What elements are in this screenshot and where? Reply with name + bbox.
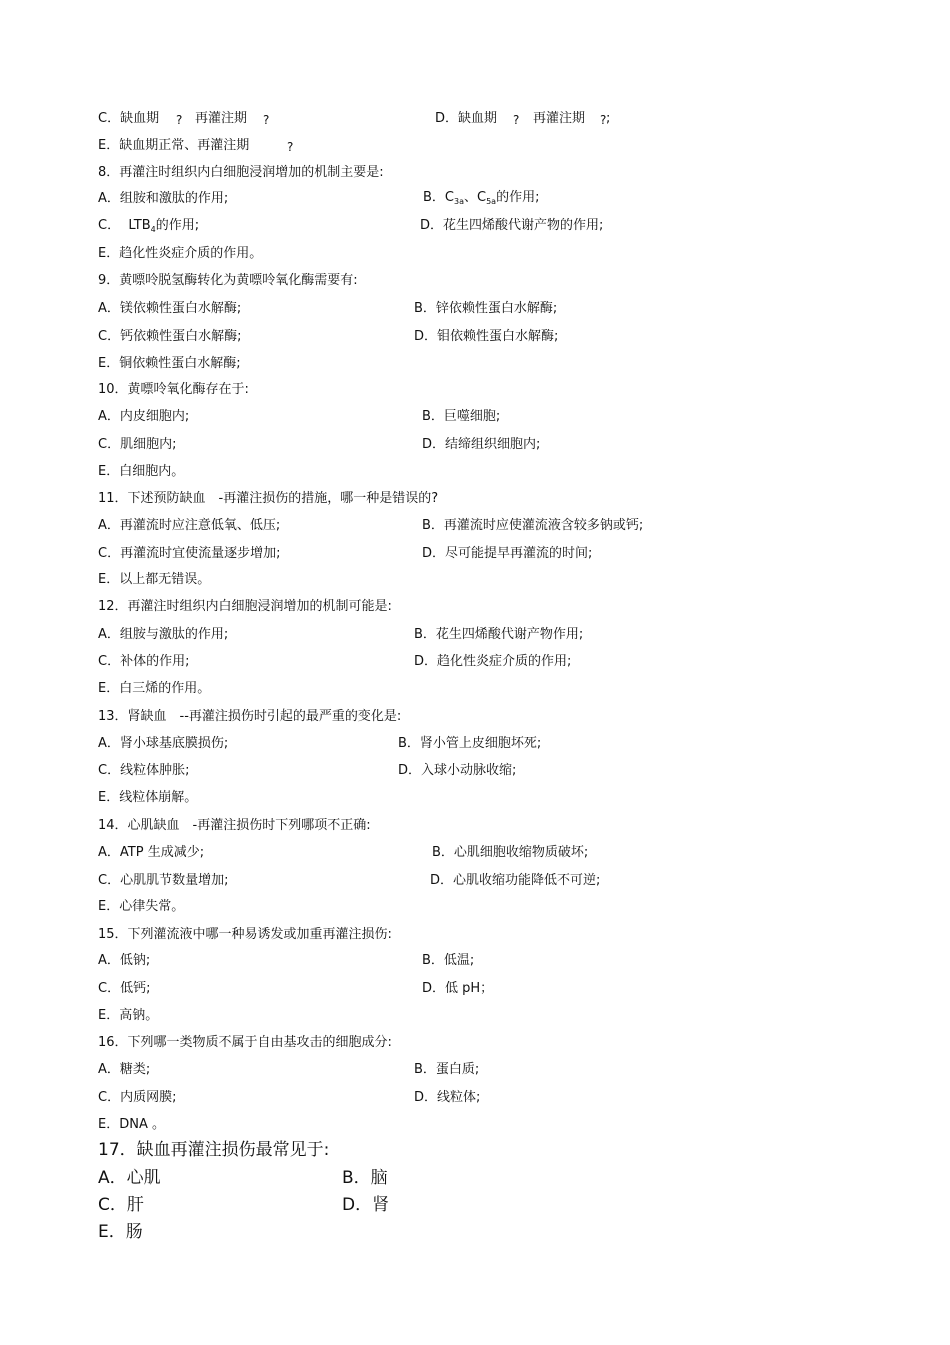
q12-option-c: C．补体的作用;	[98, 654, 190, 669]
q13-option-d: D．入球小动脉收缩;	[398, 763, 517, 778]
q9-option-b: B．锌依赖性蛋白水解酶;	[414, 301, 558, 316]
q9-option-e: E．铜依赖性蛋白水解酶;	[98, 356, 241, 371]
q15-option-b: B．低温;	[422, 953, 475, 968]
q12-option-b: B．花生四烯酸代谢产物作用;	[414, 627, 584, 642]
q16-option-b: B．蛋白质;	[414, 1062, 480, 1077]
q12-option-a: A．组胺与激肽的作用;	[98, 627, 229, 642]
q13-option-a: A．肾小球基底膜损伤;	[98, 736, 229, 751]
q7-option-c-mark-1: ?	[176, 113, 183, 127]
q8-stem: 8．再灌注时组织内白细胞浸润增加的机制主要是:	[98, 165, 384, 180]
q10-option-b: B．巨噬细胞;	[422, 409, 501, 424]
q7-option-d-end: ;	[606, 111, 611, 126]
q7-option-c-reperfusion: 再灌注期	[195, 111, 248, 126]
q10-option-c: C．肌细胞内;	[98, 437, 177, 452]
q7-option-d-reperfusion: 再灌注期	[533, 111, 586, 126]
q14-option-c: C．心肌肌节数量增加;	[98, 873, 229, 888]
q12-option-d: D．趋化性炎症介质的作用;	[414, 654, 572, 669]
q7-option-c-mark-2: ?	[263, 113, 270, 127]
q14-option-a: A．ATP 生成减少;	[98, 845, 205, 860]
q13-option-c: C．线粒体肿胀;	[98, 763, 190, 778]
q11-option-e: E．以上都无错误。	[98, 572, 211, 587]
q13-option-b: B．肾小管上皮细胞坏死;	[398, 736, 542, 751]
q7-option-d: D．缺血期	[435, 111, 498, 126]
q10-stem: 10．黄嘌呤氧化酶存在于:	[98, 382, 249, 397]
q17-option-a: A．心肌	[98, 1168, 161, 1188]
q9-option-a: A．镁依赖性蛋白水解酶;	[98, 301, 242, 316]
q16-option-d: D．线粒体;	[414, 1090, 481, 1105]
q15-option-d: D．低 pH；	[422, 981, 494, 996]
q11-option-d: D．尽可能提早再灌流的时间;	[422, 546, 593, 561]
q15-option-a: A．低钠;	[98, 953, 151, 968]
q7-option-d-mark-2: ?	[600, 113, 607, 127]
q17-option-c: C．肝	[98, 1195, 144, 1215]
q16-option-a: A．糖类;	[98, 1062, 151, 1077]
q8-option-c: C． $LTB_4$的作用;	[98, 218, 200, 234]
q17-option-b: B．脑	[342, 1168, 388, 1188]
q15-stem: 15．下列灌流液中哪一种易诱发或加重再灌注损伤:	[98, 927, 392, 942]
q9-option-c: C．钙依赖性蛋白水解酶;	[98, 329, 242, 344]
q9-stem: 9．黄嘌呤脱氢酶转化为黄嘌呤氧化酶需要有:	[98, 273, 358, 288]
q14-option-e: E．心律失常。	[98, 899, 185, 914]
q11-option-c: C．再灌流时宜使流量逐步增加;	[98, 546, 281, 561]
q7-option-c: C．缺血期	[98, 111, 160, 126]
q14-option-d: D．心肌收缩功能降低不可逆;	[430, 873, 601, 888]
q12-option-e: E．白三烯的作用。	[98, 681, 211, 696]
q9-option-d: D．钼依赖性蛋白水解酶;	[414, 329, 559, 344]
q10-option-d: D．结缔组织细胞内;	[422, 437, 541, 452]
q16-stem: 16．下列哪一类物质不属于自由基攻击的细胞成分:	[98, 1035, 392, 1050]
q17-option-e: E．肠	[98, 1222, 143, 1242]
q8-option-b: B．$C_{3a}$、$C_{5a}$的作用;	[423, 190, 540, 206]
q14-stem: 14．心肌缺血 -再灌注损伤时下列哪项不正确:	[98, 818, 371, 833]
q13-stem: 13．肾缺血 --再灌注损伤时引起的最严重的变化是:	[98, 709, 402, 724]
q16-option-e: E．DNA 。	[98, 1117, 165, 1132]
q11-option-b: B．再灌流时应使灌流液含较多钠或钙;	[422, 518, 644, 533]
q13-option-e: E．线粒体崩解。	[98, 790, 198, 805]
q10-option-e: E．白细胞内。	[98, 464, 185, 479]
q10-option-a: A．内皮细胞内;	[98, 409, 190, 424]
q15-option-c: C．低钙;	[98, 981, 151, 996]
q14-option-b: B．心肌细胞收缩物质破坏;	[432, 845, 589, 860]
q17-stem: 17．缺血再灌注损伤最常见于:	[98, 1140, 330, 1160]
q7-option-d-mark-1: ?	[513, 113, 520, 127]
q11-option-a: A．再灌流时应注意低氧、低压;	[98, 518, 281, 533]
q15-option-e: E．高钠。	[98, 1008, 159, 1023]
q12-stem: 12．再灌注时组织内白细胞浸润增加的机制可能是:	[98, 599, 392, 614]
q8-option-e: E．趋化性炎症介质的作用。	[98, 246, 263, 261]
q17-option-d: D．肾	[342, 1195, 390, 1215]
q7-option-e: E．缺血期正常、再灌注期	[98, 138, 250, 153]
q8-option-a: A．组胺和激肽的作用;	[98, 191, 229, 206]
q16-option-c: C．内质网膜;	[98, 1090, 177, 1105]
q8-option-d: D．花生四烯酸代谢产物的作用;	[420, 218, 604, 233]
q7-option-e-mark: ?	[287, 140, 294, 154]
q11-stem: 11．下述预防缺血 -再灌注损伤的措施，哪一种是错误的?	[98, 491, 439, 506]
